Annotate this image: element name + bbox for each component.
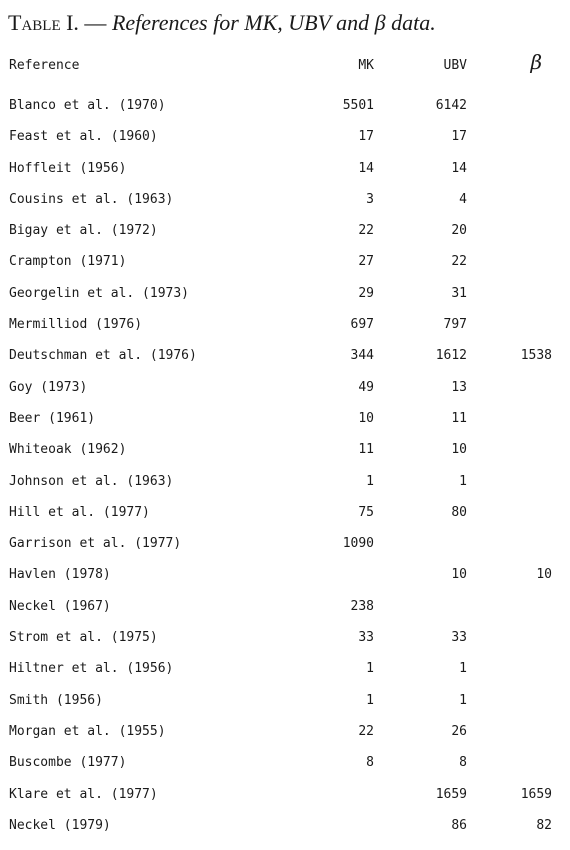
cell-reference: Smith (1956) [9, 692, 103, 708]
table-row [0, 503, 570, 534]
cell-ubv: 11 [451, 410, 467, 426]
cell-reference: Morgan et al. (1955) [9, 723, 166, 739]
table-row [0, 252, 570, 283]
table-header [0, 50, 570, 78]
cell-ubv: 1 [459, 661, 467, 677]
cell-reference: Garrison et al. (1977) [9, 536, 182, 552]
table-row [0, 378, 570, 409]
cell-ubv: 10 [451, 442, 467, 458]
table-row [0, 659, 570, 690]
cell-ubv: 10 [451, 567, 467, 583]
cell-mk: 22 [358, 723, 374, 739]
cell-reference: Klare et al. (1977) [9, 786, 158, 802]
cell-reference: Hoffleit (1956) [9, 160, 127, 176]
cell-ubv: 1659 [435, 786, 467, 802]
header-mk: MK [358, 58, 374, 73]
table-row [0, 534, 570, 565]
table-row [0, 785, 570, 816]
cell-mk: 344 [350, 348, 374, 364]
cell-mk: 14 [358, 160, 374, 176]
cell-mk: 11 [358, 442, 374, 458]
cell-mk: 10 [358, 410, 374, 426]
table-row [0, 284, 570, 315]
cell-mk: 1090 [342, 536, 374, 552]
cell-reference: Johnson et al. (1963) [9, 473, 174, 489]
cell-mk: 5501 [342, 98, 374, 113]
cell-ubv: 1 [459, 473, 467, 489]
cell-mk: 238 [350, 598, 374, 614]
cell-ubv: 8 [459, 755, 467, 771]
cell-mk: 27 [358, 254, 374, 270]
cell-ubv: 33 [451, 630, 467, 646]
cell-mk: 17 [358, 129, 374, 145]
table-number: Table I. — [8, 10, 107, 35]
cell-mk: 75 [358, 504, 374, 520]
cell-reference: Beer (1961) [9, 410, 96, 426]
table-row [0, 816, 570, 847]
table-row [0, 315, 570, 346]
cell-reference: Georgelin et al. (1973) [9, 285, 190, 301]
table-row [0, 190, 570, 221]
cell-mk: 33 [358, 630, 374, 646]
cell-reference: Neckel (1967) [9, 598, 111, 614]
cell-reference: Havlen (1978) [9, 567, 111, 583]
cell-mk: 3 [366, 191, 374, 207]
cell-reference: Mermilliod (1976) [9, 317, 143, 333]
cell-reference: Whiteoak (1962) [9, 442, 127, 458]
header-beta: β [530, 50, 542, 74]
cell-reference: Crampton (1971) [9, 254, 127, 270]
cell-reference: Neckel (1979) [9, 817, 111, 833]
cell-reference: Bigay et al. (1972) [9, 223, 158, 239]
cell-reference: Goy (1973) [9, 379, 88, 395]
cell-reference: Strom et al. (1975) [9, 630, 158, 646]
cell-ubv: 26 [451, 723, 467, 739]
cell-beta: 1538 [520, 348, 552, 364]
cell-ubv: 22 [451, 254, 467, 270]
cell-ubv: 797 [443, 317, 467, 333]
table-row [0, 691, 570, 722]
cell-mk: 1 [366, 661, 374, 677]
header-reference: Reference [9, 58, 80, 73]
cell-ubv: 14 [451, 160, 467, 176]
table-title: References for MK, UBV and β data. [111, 10, 436, 35]
table-row [0, 753, 570, 784]
table-row [0, 440, 570, 471]
cell-ubv: 13 [451, 379, 467, 395]
cell-ubv: 4 [459, 191, 467, 207]
table-caption [8, 10, 564, 36]
table-row [0, 127, 570, 158]
cell-reference: Blanco et al. (1970) [9, 98, 166, 113]
table-row [0, 409, 570, 440]
table-row [0, 346, 570, 377]
cell-mk: 1 [366, 692, 374, 708]
cell-reference: Deutschman et al. (1976) [9, 348, 197, 364]
cell-mk: 29 [358, 285, 374, 301]
cell-ubv: 80 [451, 504, 467, 520]
cell-mk: 22 [358, 223, 374, 239]
cell-reference: Buscombe (1977) [9, 755, 127, 771]
cell-reference: Hiltner et al. (1956) [9, 661, 174, 677]
table-body [0, 96, 570, 847]
cell-beta: 82 [536, 817, 552, 833]
table-row [0, 96, 570, 127]
cell-mk: 8 [366, 755, 374, 771]
table-row [0, 565, 570, 596]
cell-ubv: 20 [451, 223, 467, 239]
table-row [0, 628, 570, 659]
table-row [0, 722, 570, 753]
cell-reference: Feast et al. (1960) [9, 129, 158, 145]
cell-beta: 10 [536, 567, 552, 583]
cell-reference: Hill et al. (1977) [9, 504, 150, 520]
cell-ubv: 17 [451, 129, 467, 145]
cell-ubv: 1 [459, 692, 467, 708]
header-ubv: UBV [443, 58, 467, 73]
table-row [0, 159, 570, 190]
table-row [0, 221, 570, 252]
cell-mk: 49 [358, 379, 374, 395]
cell-ubv: 31 [451, 285, 467, 301]
cell-mk: 697 [350, 317, 374, 333]
cell-mk: 1 [366, 473, 374, 489]
cell-reference: Cousins et al. (1963) [9, 191, 174, 207]
cell-ubv: 6142 [435, 98, 467, 113]
cell-beta: 1659 [520, 786, 552, 802]
table-row [0, 472, 570, 503]
cell-ubv: 86 [451, 817, 467, 833]
cell-ubv: 1612 [435, 348, 467, 364]
table-row [0, 597, 570, 628]
